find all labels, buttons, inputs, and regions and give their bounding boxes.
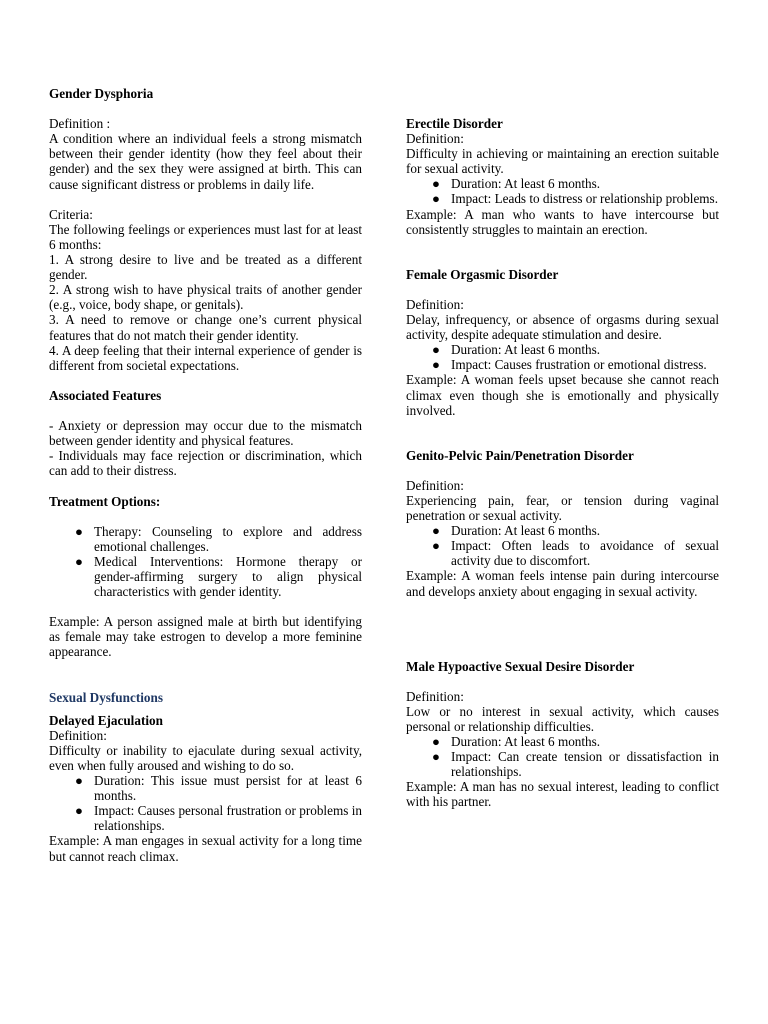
list-item: ● Duration: This issue must persist for at least 6 months. [75, 773, 362, 804]
list-item: ● Therapy: Counseling to explore and address emotional challenges. [75, 523, 362, 554]
associated-features-title: Associated Features [49, 387, 162, 403]
bullet-icon: ● [432, 734, 440, 750]
definition-text: Low or no interest in sexual activity, which causes personal or relationship difficulties. [406, 703, 719, 734]
treatment-options-title: Treatment Options: [49, 493, 161, 509]
associated-feature: - Anxiety or depression may occur due to the mismatch between gender identity and physical features. [49, 418, 362, 449]
bullet-icon: ● [432, 342, 440, 358]
left-column [49, 86, 362, 864]
list-item: ● Duration: At least 6 months. [432, 523, 601, 539]
definition-text: A condition where an individual feels a strong mismatch between their gender identity (how they feel about their gender) and the sex they were assigned at birth. This can cause significant distress or problems in daily life. [49, 131, 362, 192]
example-text: Example: A man has no sexual interest, leading to conflict with his partner. [406, 779, 719, 810]
definition-label: Definition: [406, 477, 464, 493]
bullet-icon: ● [432, 176, 440, 192]
gender-dysphoria-title: Gender Dysphoria [49, 86, 154, 101]
list-item: ● Medical Interventions: Hormone therapy or gender-affirming surgery to align physical characteristics with gender identity. [75, 553, 362, 600]
definition-text: Delay, infrequency, or absence of orgasms during sexual activity, despite adequate stimulation and desire. [406, 312, 719, 343]
example-text: Example: A person assigned male at birth but identifying as female may take estrogen to develop a more feminine appearance. [49, 614, 362, 660]
definition-label: Definition : [49, 116, 111, 132]
example-text: Example: A woman feels intense pain during intercourse and develops anxiety about engaging in sexual activity. [406, 568, 719, 599]
definition-text: Difficulty in achieving or maintaining an erection suitable for sexual activity. [406, 146, 719, 177]
bullet-icon: ● [75, 803, 83, 819]
bullet-list [406, 523, 719, 568]
example-text: Example: A woman feels upset because she cannot reach climax even though she is emotionally and physically involved. [406, 372, 719, 418]
criteria-label: Criteria: [49, 206, 93, 222]
example-text: Example: A man who wants to have intercourse but consistently struggles to maintain an erection. [406, 206, 719, 237]
criteria-item: 3. A need to remove or change one’s current physical features that do not match their gender identity. [49, 312, 362, 343]
male-hypoactive-title: Male Hypoactive Sexual Desire Disorder [406, 658, 635, 674]
female-orgasmic-title: Female Orgasmic Disorder [406, 266, 559, 282]
criteria-item: 1. A strong desire to live and be treated as a different gender. [49, 252, 362, 283]
erectile-disorder-title: Erectile Disorder [406, 116, 503, 131]
bullet-icon: ● [75, 553, 83, 569]
definition-label: Definition: [49, 727, 107, 743]
definition-text: Difficulty or inability to ejaculate during sexual activity, even when fully aroused and wishing to do so. [49, 742, 362, 773]
bullet-list [406, 734, 719, 779]
list-item: ● Impact: Causes frustration or emotional distress. [432, 357, 707, 373]
list-item: ● Duration: At least 6 months. [432, 176, 601, 192]
list-item: ● Impact: Can create tension or dissatisfaction in relationships. [432, 749, 719, 780]
bullet-icon: ● [432, 523, 440, 539]
list-item: ● Duration: At least 6 months. [432, 342, 601, 358]
list-item: ● Duration: At least 6 months. [432, 734, 601, 750]
definition-label: Definition: [406, 688, 464, 704]
criteria-item: 4. A deep feeling that their internal experience of gender is different from societal expectations. [49, 342, 362, 373]
bullet-list [406, 176, 719, 206]
genito-pelvic-title: Genito-Pelvic Pain/Penetration Disorder [406, 447, 634, 463]
associated-feature: - Individuals may face rejection or discrimination, which can add to their distress. [49, 448, 362, 479]
section-heading: Sexual Dysfunctions [49, 689, 163, 705]
right-column [406, 116, 719, 810]
bullet-icon: ● [432, 357, 440, 373]
bullet-icon: ● [75, 523, 83, 539]
delayed-ejaculation-title: Delayed Ejaculation [49, 712, 163, 728]
bullet-icon: ● [432, 749, 440, 765]
list-item: ● Impact: Often leads to avoidance of sexual activity due to discomfort. [432, 538, 719, 569]
bullet-list [49, 773, 362, 833]
list-item: ● Impact: Leads to distress or relationship problems. [432, 191, 718, 207]
example-text: Example: A man engages in sexual activity for a long time but cannot reach climax. [49, 833, 362, 864]
definition-label: Definition: [406, 296, 464, 312]
definition-text: Experiencing pain, fear, or tension during vaginal penetration or sexual activity. [406, 492, 719, 524]
criteria-item: 2. A strong wish to have physical traits of another gender (e.g., voice, body shape, or genitals). [49, 282, 362, 313]
bullet-icon: ● [432, 191, 440, 207]
list-item: ● Impact: Causes personal frustration or problems in relationships. [75, 803, 362, 834]
treatment-list [49, 524, 362, 599]
criteria-intro: The following feelings or experiences must last for at least 6 months: [49, 221, 362, 252]
bullet-list [406, 342, 719, 372]
bullet-icon: ● [75, 773, 83, 789]
definition-label: Definition: [406, 131, 464, 147]
bullet-icon: ● [432, 538, 440, 554]
